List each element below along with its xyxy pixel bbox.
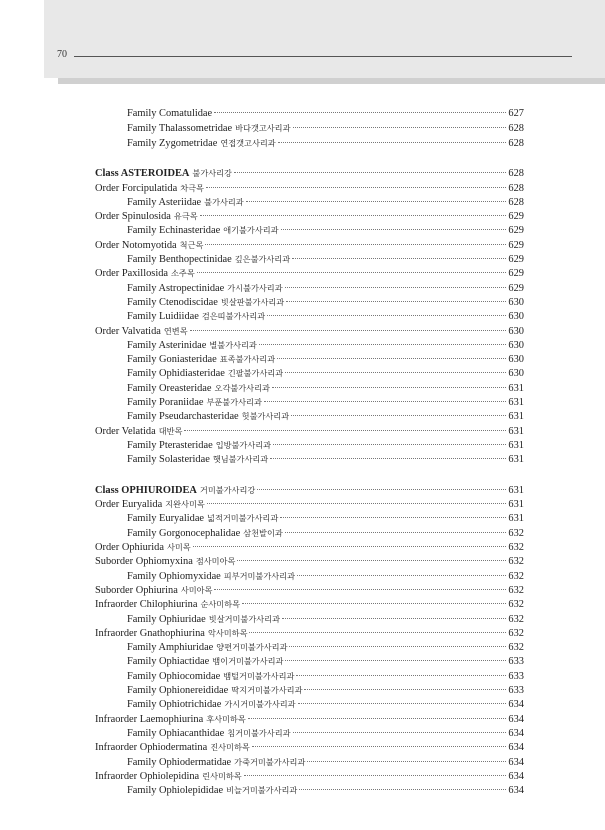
entry-page-number: 632 <box>508 584 524 596</box>
page-number: 70 <box>57 49 67 60</box>
entry-name: Infraorder Gnathophiurina <box>95 627 205 639</box>
entry-page-number: 629 <box>508 239 524 251</box>
entry-korean-name: 깊은불가사리과 <box>234 254 291 264</box>
toc-entry-order <box>95 181 524 195</box>
entry-page-number: 632 <box>508 542 524 553</box>
dot-leader <box>281 229 507 230</box>
entry-korean-name: 별불가사리과 <box>209 339 257 350</box>
entry-page-number: 631 <box>508 397 524 408</box>
dot-leader <box>214 589 506 590</box>
entry-name: Order Ophiurida <box>95 542 164 553</box>
dot-leader <box>298 703 507 704</box>
toc-entry-family <box>127 195 524 209</box>
dot-leader <box>193 546 507 547</box>
entry-korean-name: 후사미하목 <box>206 713 246 724</box>
entry-name: Order Euryalida <box>95 499 163 511</box>
dot-leader <box>184 430 506 431</box>
dot-leader <box>280 517 506 518</box>
dot-leader <box>242 603 506 604</box>
dot-leader <box>200 215 507 216</box>
entry-korean-name: 뱀이거미불가사리과 <box>212 656 284 667</box>
entry-name: Family Comatulidae <box>127 108 213 119</box>
toc-entry-family <box>127 121 524 135</box>
entry-name: Family Goniasteridae <box>127 354 217 366</box>
dot-leader <box>293 732 507 733</box>
toc-entry-order <box>95 554 524 568</box>
entry-name: Family Ophiolepididae <box>127 785 224 797</box>
toc-entry-family <box>127 252 524 266</box>
entry-page-number: 630 <box>508 339 524 351</box>
entry-name: Order Paxillosida <box>95 268 169 280</box>
entry-name: Family Pterasteridae <box>127 439 213 451</box>
entry-page-number: 632 <box>508 642 524 654</box>
toc-entry-family <box>127 352 524 366</box>
toc-entry-order <box>95 540 524 554</box>
toc-entry-family <box>127 366 524 380</box>
dot-leader <box>296 675 506 676</box>
entry-name: Class OPHIUROIDEA <box>95 484 197 496</box>
entry-page-number: 631 <box>508 439 524 451</box>
entry-name: Order Notomyotida <box>95 239 177 251</box>
entry-page-number: 629 <box>508 211 524 223</box>
dot-leader <box>285 532 507 533</box>
toc-entry-family <box>127 654 524 668</box>
entry-name: Family Euryalidae <box>127 513 205 525</box>
header-shadow <box>58 78 605 84</box>
entry-page-number: 627 <box>508 108 524 119</box>
page-header <box>44 0 605 78</box>
toc-entry-order <box>95 740 524 754</box>
entry-page-number: 631 <box>508 454 524 466</box>
dot-leader <box>197 272 507 273</box>
toc-entry-family <box>127 107 524 121</box>
toc-entry-family <box>127 726 524 740</box>
entry-name: Family Ophiotrichidae <box>127 699 222 711</box>
dot-leader <box>207 503 507 504</box>
toc-entry-order <box>95 424 524 438</box>
entry-korean-name: 긴팔불가사리과 <box>227 368 284 379</box>
dot-leader <box>273 444 506 445</box>
toc-entry-order <box>95 769 524 783</box>
entry-page-number: 630 <box>508 368 524 380</box>
toc-entry-order <box>95 497 524 511</box>
toc-entry-family <box>127 223 524 237</box>
entry-korean-name: 불가사리강 <box>192 168 232 179</box>
toc-entry-family <box>127 281 524 295</box>
entry-name: Suborder Ophiomyxina <box>95 556 193 568</box>
dot-leader <box>272 387 506 388</box>
dot-leader <box>277 358 506 359</box>
dot-leader <box>205 244 506 245</box>
toc-entry-family <box>127 136 524 150</box>
dot-leader <box>291 415 506 416</box>
entry-name: Family Ophidiasteridae <box>127 368 225 380</box>
dot-leader <box>285 660 506 661</box>
entry-page-number: 630 <box>508 296 524 308</box>
toc-entry-family <box>127 395 524 409</box>
entry-korean-name: 악사미하목 <box>207 627 248 638</box>
entry-korean-name: 표족불가사리과 <box>219 354 276 365</box>
toc-entry-family <box>127 569 524 583</box>
toc-entry-family <box>127 669 524 683</box>
toc-entry-order <box>95 324 524 338</box>
entry-name: Family Solasteridae <box>127 454 210 466</box>
entry-page-number: 634 <box>508 756 524 768</box>
dot-leader <box>246 201 507 202</box>
toc-entry-family <box>127 309 524 323</box>
entry-page-number: 630 <box>508 354 524 366</box>
dot-leader <box>252 746 507 747</box>
entry-name: Family Ctenodiscidae <box>127 296 218 308</box>
toc-entry-family <box>127 683 524 697</box>
dot-leader <box>206 187 506 188</box>
toc-entry-order <box>95 209 524 223</box>
entry-name: Infraorder Chilophiurina <box>95 599 198 611</box>
entry-name: Family Echinasteridae <box>127 225 221 237</box>
dot-leader <box>237 560 506 561</box>
entry-page-number: 629 <box>508 282 524 294</box>
dot-leader <box>297 575 506 576</box>
entry-korean-name: 삼천발이과 <box>243 527 283 538</box>
entry-name: Infraorder Laemophiurina <box>95 713 204 725</box>
entry-page-number: 634 <box>508 770 524 782</box>
entry-name: Class ASTEROIDEA <box>95 168 190 180</box>
entry-name: Order Spinulosida <box>95 211 171 223</box>
entry-korean-name: 연접갯고사리과 <box>220 137 276 148</box>
entry-page-number: 633 <box>508 685 524 696</box>
toc-entry-order <box>95 712 524 726</box>
dot-leader <box>289 646 506 647</box>
entry-page-number: 630 <box>508 311 524 323</box>
toc-entry-family <box>127 295 524 309</box>
entry-korean-name: 뱀털거미불가사리과 <box>223 670 295 681</box>
entry-page-number: 634 <box>508 742 524 754</box>
entry-korean-name: 딱지거미불가사리과 <box>231 685 303 695</box>
entry-name: Family Thalassometridae <box>127 123 233 135</box>
entry-korean-name: 양편거미불가사리과 <box>216 642 288 653</box>
entry-page-number: 632 <box>508 570 524 582</box>
entry-korean-name: 헛불가사리과 <box>241 411 290 422</box>
toc-entry-order <box>95 626 524 640</box>
entry-page-number: 633 <box>508 656 524 668</box>
toc-entry-family <box>127 409 524 423</box>
entry-name: Family Benthopectinidae <box>127 254 232 265</box>
entry-name: Family Poraniidae <box>127 397 204 408</box>
toc-entry-family <box>127 755 524 769</box>
entry-page-number: 632 <box>508 613 524 625</box>
entry-page-number: 628 <box>508 168 524 180</box>
dot-leader <box>293 127 507 128</box>
toc-entry-order <box>95 597 524 611</box>
dot-leader <box>264 401 507 402</box>
entry-korean-name: 차극목 <box>180 182 204 193</box>
entry-korean-name: 사미목 <box>166 542 191 552</box>
entry-korean-name: 검은띠불가사리과 <box>201 311 266 322</box>
entry-page-number: 629 <box>508 268 524 280</box>
entry-page-number: 631 <box>508 382 524 394</box>
toc-entry-class <box>95 166 524 180</box>
entry-name: Family Pseudarchasteridae <box>127 411 239 423</box>
entry-name: Order Velatida <box>95 425 156 437</box>
entry-page-number: 634 <box>508 785 524 797</box>
entry-korean-name: 바다갯고사리과 <box>235 123 291 134</box>
entry-korean-name: 빗살판불가사리과 <box>220 296 285 307</box>
toc-entry-family <box>127 783 524 797</box>
entry-name: Family Zygometridae <box>127 137 218 149</box>
dot-leader <box>307 761 506 762</box>
entry-korean-name: 입방불가사리과 <box>215 439 272 450</box>
entry-korean-name: 가죽거미불가사리과 <box>234 756 306 767</box>
dot-leader <box>286 301 506 302</box>
entry-korean-name: 햇님불가사리과 <box>212 454 269 465</box>
dot-leader <box>299 789 506 790</box>
entry-korean-name: 순사미하목 <box>200 599 240 610</box>
entry-korean-name: 가시거미불가사리과 <box>224 699 296 710</box>
entry-page-number: 629 <box>508 225 524 237</box>
entry-page-number: 628 <box>508 196 524 208</box>
entry-name: Infraorder Ophiodermatina <box>95 742 208 754</box>
entry-korean-name: 연변목 <box>163 325 188 336</box>
entry-page-number: 632 <box>508 599 524 611</box>
entry-page-number: 632 <box>508 556 524 568</box>
entry-korean-name: 넓적거미불가사리과 <box>207 513 279 524</box>
dot-leader <box>285 287 507 288</box>
entry-korean-name: 빗살거미불가사리과 <box>208 613 280 624</box>
toc-entry-family <box>127 511 524 525</box>
entry-name: Infraorder Ophiolepidina <box>95 770 200 782</box>
dot-leader <box>248 718 507 719</box>
entry-page-number: 628 <box>508 123 524 135</box>
entry-page-number: 631 <box>508 499 524 511</box>
entry-korean-name: 점사미아목 <box>195 556 236 567</box>
entry-page-number: 631 <box>508 513 524 525</box>
entry-korean-name: 지완사미목 <box>165 499 205 510</box>
entry-korean-name: 소주목 <box>171 268 195 279</box>
entry-korean-name: 애기불가사리과 <box>223 225 279 236</box>
toc-entry-family <box>127 526 524 540</box>
entry-name: Family Ophionereididae <box>127 685 229 696</box>
entry-korean-name: 비늘거미불가사리과 <box>226 785 298 796</box>
entry-korean-name: 가시불가사리과 <box>227 282 283 293</box>
entry-name: Family Asterinidae <box>127 339 207 351</box>
dot-leader <box>292 258 506 259</box>
entry-name: Family Ophiomyxidae <box>127 570 221 582</box>
dot-leader <box>244 775 507 776</box>
toc-entry-family <box>127 452 524 466</box>
entry-korean-name: 척근목 <box>179 239 204 250</box>
toc-entry-family <box>127 697 524 711</box>
entry-name: Family Ophiocomidae <box>127 670 221 682</box>
toc-entry-order <box>95 238 524 252</box>
dot-leader <box>270 458 506 459</box>
entry-page-number: 632 <box>508 527 524 539</box>
dot-leader <box>259 344 507 345</box>
entry-page-number: 630 <box>508 325 524 337</box>
entry-name: Family Ophiacanthidae <box>127 727 225 739</box>
entry-name: Order Forcipulatida <box>95 182 178 194</box>
dot-leader <box>285 372 506 373</box>
entry-name: Family Gorgonocephalidae <box>127 527 241 539</box>
entry-page-number: 629 <box>508 254 524 265</box>
entry-page-number: 634 <box>508 727 524 739</box>
toc-entry-family <box>127 381 524 395</box>
dot-leader <box>214 112 506 113</box>
entry-korean-name: 진사미하목 <box>210 742 250 753</box>
entry-korean-name: 오각불가사리과 <box>214 382 270 393</box>
toc-entry-family <box>127 612 524 626</box>
entry-page-number: 634 <box>508 699 524 711</box>
entry-page-number: 633 <box>508 670 524 682</box>
dot-leader <box>267 315 506 316</box>
entry-name: Family Asteriidae <box>127 196 202 208</box>
entry-page-number: 634 <box>508 713 524 725</box>
entry-name: Family Ophiuridae <box>127 613 206 625</box>
entry-korean-name: 피부거미불가사리과 <box>223 570 295 581</box>
entry-korean-name: 린사미하목 <box>202 770 242 781</box>
toc-entry-order <box>95 266 524 280</box>
entry-name: Family Astropectinidae <box>127 282 225 294</box>
entry-korean-name: 부푼불가사리과 <box>206 397 262 407</box>
entry-page-number: 631 <box>508 411 524 423</box>
entry-name: Family Luidiidae <box>127 311 199 323</box>
toc-entry-family <box>127 338 524 352</box>
toc-entry-class <box>95 483 524 497</box>
entry-korean-name: 거미불가사리강 <box>199 484 256 495</box>
entry-korean-name: 유극목 <box>173 211 198 222</box>
toc-entry-order <box>95 583 524 597</box>
entry-korean-name: 사미아목 <box>180 584 213 595</box>
dot-leader <box>249 632 506 633</box>
header-rule <box>74 56 572 57</box>
entry-page-number: 631 <box>508 484 524 496</box>
entry-name: Order Valvatida <box>95 325 161 337</box>
entry-page-number: 628 <box>508 182 524 194</box>
dot-leader <box>234 172 506 173</box>
entry-name: Family Ophiactidae <box>127 656 210 668</box>
dot-leader <box>282 618 506 619</box>
entry-korean-name: 침거미불가사리과 <box>227 727 291 738</box>
dot-leader <box>257 489 506 490</box>
dot-leader <box>190 330 507 331</box>
entry-page-number: 632 <box>508 627 524 639</box>
dot-leader <box>304 689 506 690</box>
entry-name: Family Amphiuridae <box>127 642 214 654</box>
toc-entry-family <box>127 640 524 654</box>
entry-name: Suborder Ophiurina <box>95 584 178 596</box>
entry-name: Family Ophiodermatidae <box>127 756 232 768</box>
toc-entry-family <box>127 438 524 452</box>
entry-page-number: 631 <box>508 425 524 437</box>
entry-korean-name: 대반목 <box>158 425 183 436</box>
entry-korean-name: 불가사리과 <box>204 196 244 207</box>
entry-name: Family Oreasteridae <box>127 382 212 394</box>
dot-leader <box>278 142 507 143</box>
entry-page-number: 628 <box>508 137 524 149</box>
